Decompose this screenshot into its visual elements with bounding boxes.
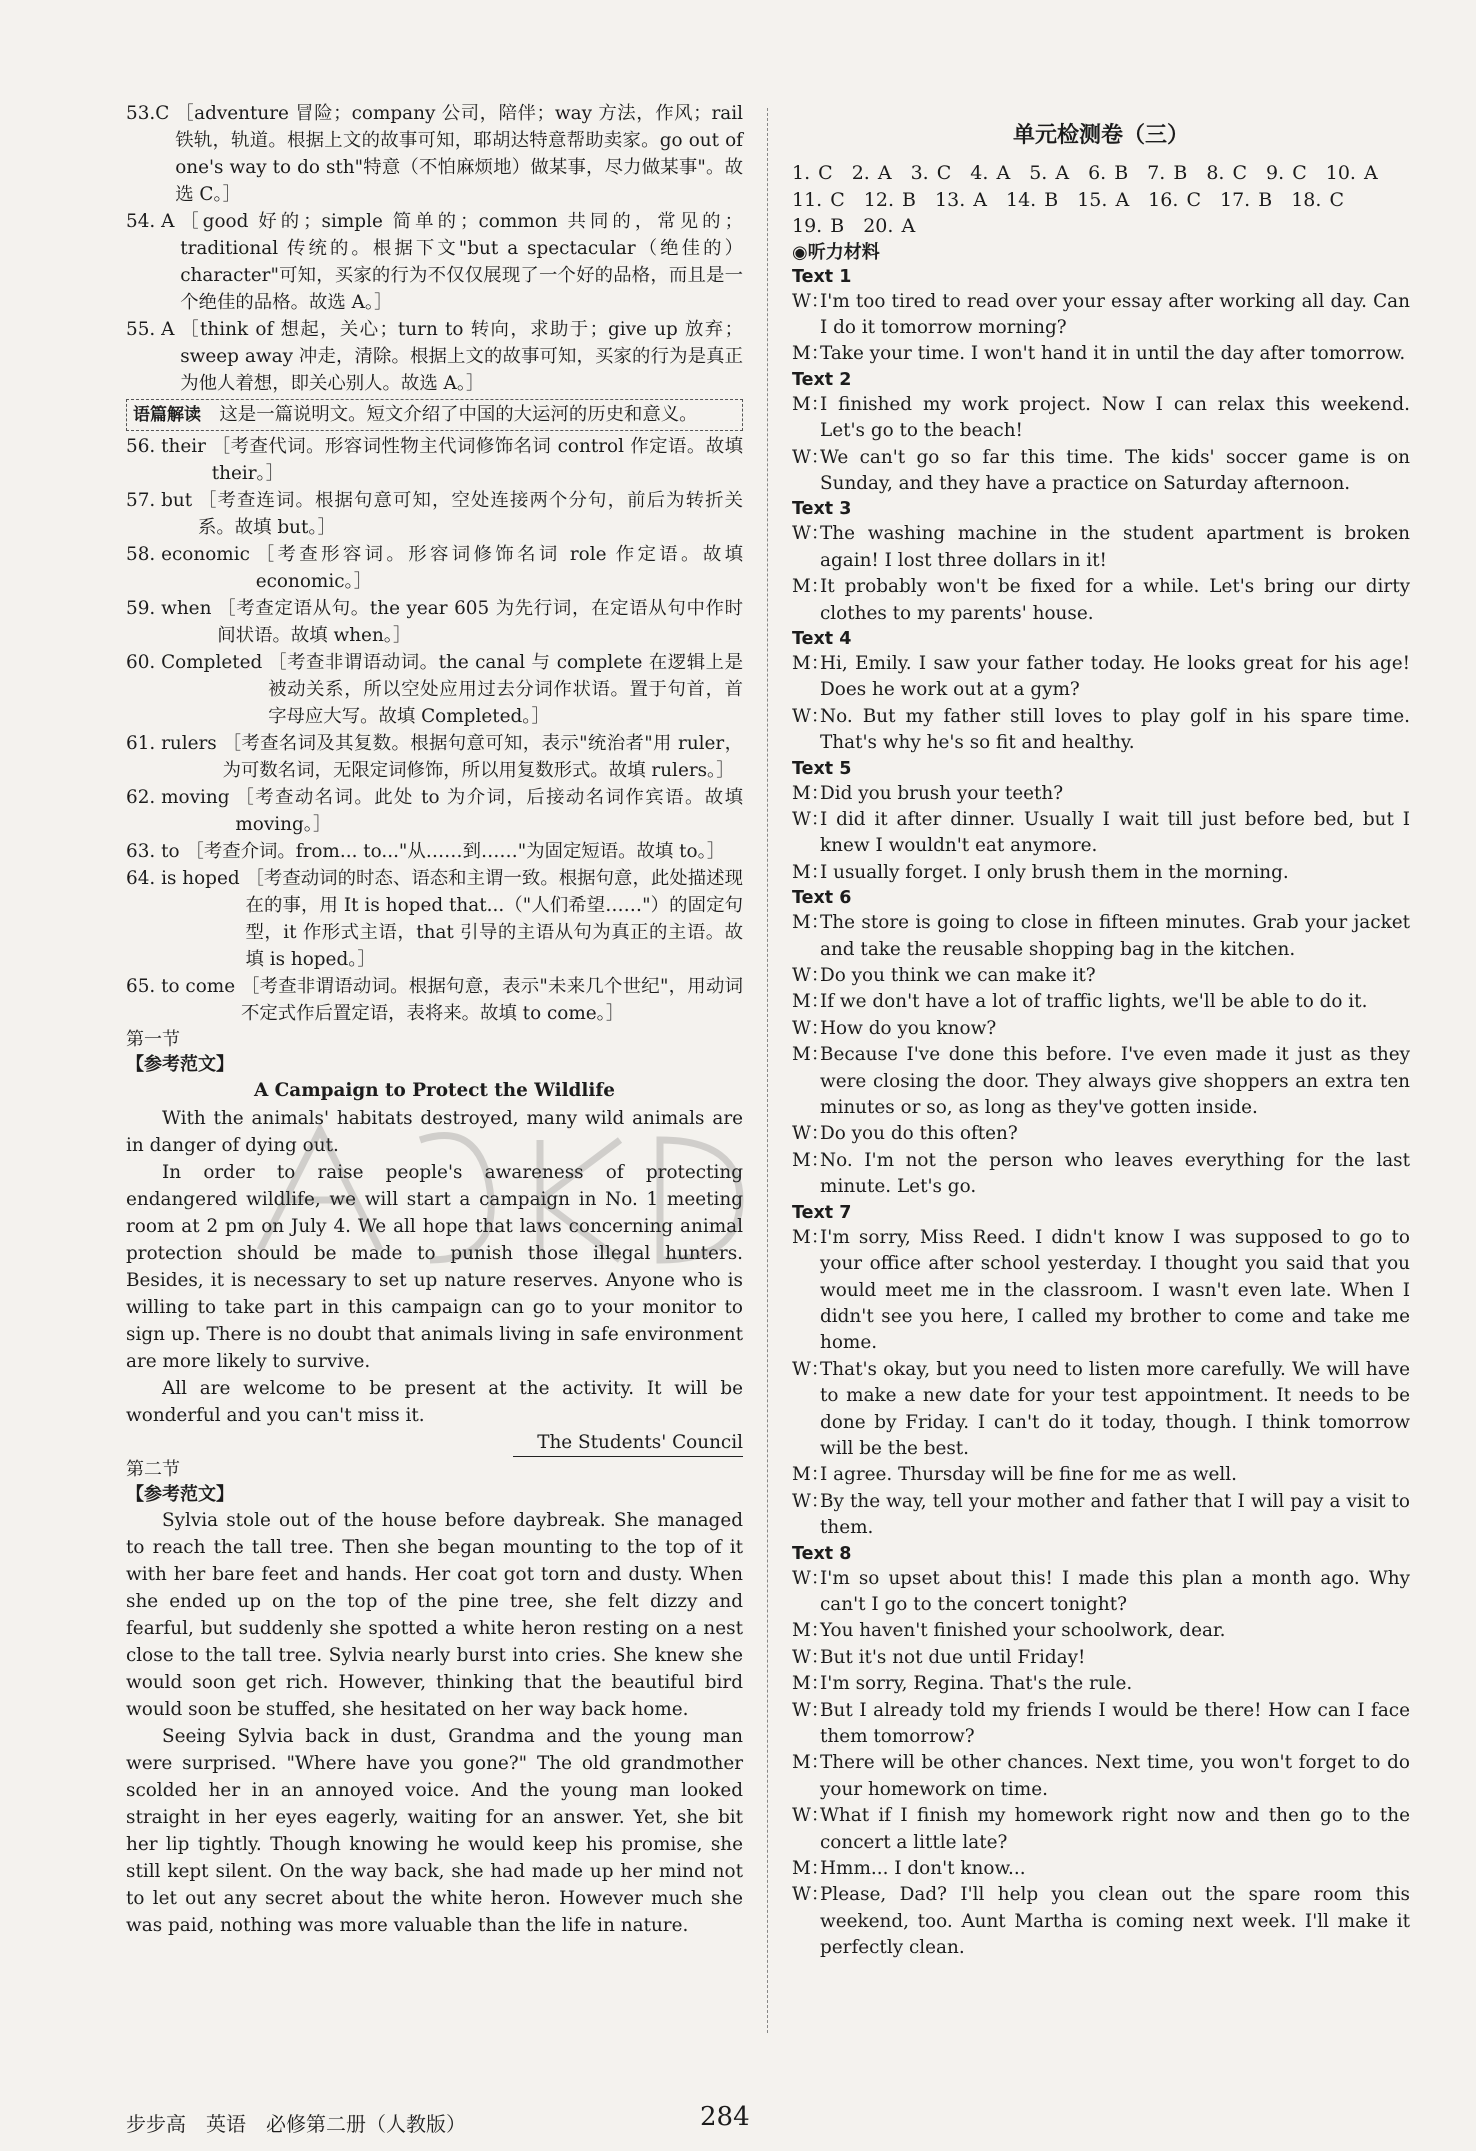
speaker-label: W：: [792, 1358, 830, 1380]
dialogue-line: [792, 289, 1410, 342]
speaker-label: W：: [792, 965, 830, 987]
essay-paragraph: With the animals' habitats destroyed, many wild animals are in danger of dying out.: [126, 1108, 743, 1156]
dialogue-text: What if I finish my homework right now and then go to the concert a little late?: [820, 1805, 1410, 1853]
speaker-label: W：: [792, 446, 830, 468]
speaker-label: M：: [792, 1752, 830, 1774]
answer-item: [126, 784, 743, 838]
dialogue-text: If we don't have a lot of traffic lights, we'll be able to do it.: [820, 991, 1368, 1013]
answer-item: [126, 838, 743, 865]
essay-paragraph: Sylvia stole out of the house before daybreak. She managed to reach the tall tree. Then she began mounting to the top of it with her bare feet and hands. Her coat got torn and dusty. When she ended up on the top of the pine tree, she felt dizzy and fearful, but suddenly she spotted a white heron resting on a nest close to the tall tree. Sylvia nearly burst into cries. She knew she would soon get rich. However, thinking that the beautiful bird would soon be stuffed, she hesitated on her way back home.: [126, 1510, 743, 1720]
dialogue-text: That's okay, but you need to listen more carefully. We will have to make a new date for your test appointment. It needs to be done by Friday. I can't do it today, though. I think tomorrow will be the best.: [820, 1358, 1410, 1459]
item-explanation: ［adventure 冒险；company 公司，陪伴；way 方法，作风；rail 铁轨，轨道。根据上文的故事可知，耶胡达特意帮助卖家。go out of one's way to do sth"特意（不怕麻烦地）做某事，尽力做某事"。故选 C。］: [175, 103, 743, 205]
speaker-label: W：: [792, 1699, 830, 1721]
dialogue-line: [792, 989, 1410, 1015]
dialogue-text: We can't go so far this time. The kids' soccer game is on Sunday, and they have a practice on Saturday afternoon.: [820, 446, 1410, 494]
answer-item: [126, 865, 743, 973]
item-explanation: ［考查名词及其复数。根据句意可知，表示"统治者"用 ruler，为可数名词，无限定词修饰，所以用复数形式。故填 rulers。］: [222, 733, 743, 781]
speaker-label: M：: [792, 343, 830, 365]
speaker-label: W：: [792, 705, 830, 727]
item-explanation: ［考查形容词。形容词修饰名词 role 作定语。故填 economic。］: [255, 544, 743, 592]
speaker-label: W：: [792, 523, 830, 545]
speaker-label: W：: [792, 1884, 830, 1906]
column-divider: [767, 108, 768, 2033]
section-one-label: 第一节: [126, 1029, 180, 1050]
dialogue-text: I did it after dinner. Usually I wait till just before bed, but I knew I wouldn't eat anymore.: [820, 809, 1410, 857]
item-number: 54. A: [126, 211, 175, 232]
transcript-heading: Text 1: [792, 266, 852, 287]
dialogue-line: [792, 1618, 1410, 1644]
speaker-label: M：: [792, 1858, 830, 1880]
listening-material-label: ◉听力材料: [792, 241, 880, 263]
dialogue-line: [792, 445, 1410, 498]
dialogue-line: [792, 910, 1410, 963]
model-essay-label-two: 【参考范文】: [126, 1484, 234, 1505]
section-two-label: 第二节: [126, 1459, 180, 1480]
speaker-label: W：: [792, 809, 830, 830]
dialogue-text: But I already told my friends I would be there! How can I face them tomorrow?: [820, 1699, 1410, 1747]
dialogue-text: There will be other chances. Next time, you won't forget to do your homework on time.: [820, 1752, 1410, 1800]
answer-row: 1. C 2. A 3. C 4. A 5. A 6. B 7. B 8. C 9. C 10. A: [792, 162, 1378, 184]
dialogue-text: You haven't finished your schoolwork, dear.: [820, 1620, 1226, 1642]
item-explanation: ［考查非谓语动词。根据句意，表示"未来几个世纪"，用动词不定式作后置定语，表将来。故填 to come。］: [240, 976, 743, 1024]
page-number: 284: [700, 2102, 750, 2132]
item-number: 53.C: [126, 103, 170, 124]
transcript-heading: Text 2: [792, 369, 852, 390]
item-number: 57. but: [126, 490, 193, 511]
speaker-label: W：: [792, 1490, 830, 1512]
speaker-label: W：: [792, 1646, 830, 1668]
watermark-stamp: [240, 1100, 780, 1300]
dialogue-line: [792, 1803, 1410, 1856]
item-explanation: ［考查动名词。此处 to 为介词，后接动名词作宾语。故填 moving。］: [235, 787, 743, 835]
dialogue-line: [792, 860, 1410, 886]
dialogue-line: [792, 651, 1410, 704]
speaker-label: M：: [792, 991, 830, 1013]
dialogue-line: [792, 1225, 1410, 1357]
item-number: 60. Completed: [126, 652, 263, 673]
dialogue-text: Do you do this often?: [820, 1123, 1018, 1145]
transcript-heading: Text 5: [792, 758, 852, 779]
item-explanation: ［考查定语从句。the year 605 为先行词，在定语从句中作时间状语。故填 when。］: [217, 598, 743, 646]
dialogue-line: [792, 1750, 1410, 1803]
dialogue-text: I'm sorry, Regina. That's the rule.: [820, 1673, 1133, 1695]
dialogue-text: No. I'm not the person who leaves everything for the last minute. Let's go.: [820, 1149, 1410, 1198]
speaker-label: M：: [792, 576, 830, 598]
right-column: [792, 100, 1410, 1962]
speaker-label: M：: [792, 1620, 830, 1642]
speaker-label: M：: [792, 782, 830, 804]
answers-56-65: [126, 433, 743, 1027]
answer-item: [126, 973, 743, 1027]
passage-analysis-text: 这是一篇说明文。短文介绍了中国的大运河的历史和意义。: [219, 404, 698, 425]
transcript-heading: Text 3: [792, 499, 852, 520]
footer-book-title: 步步高 英语 必修第二册（人教版）: [126, 2112, 466, 2136]
dialogue-text: Please, Dad? I'll help you clean out the spare room this weekend, too. Aunt Martha is coming next week. I'll make it perfectly clean.: [820, 1884, 1410, 1959]
speaker-label: M：: [792, 1226, 830, 1248]
answer-item: [126, 730, 743, 784]
item-number: 58. economic: [126, 544, 250, 565]
answer-item: [126, 208, 743, 316]
transcript-heading: Text 8: [792, 1543, 852, 1564]
item-number: 55. A: [126, 319, 175, 340]
answer-item: [126, 595, 743, 649]
speaker-label: M：: [792, 1464, 830, 1486]
dialogue-line: [792, 1645, 1410, 1671]
dialogue-line: [792, 1882, 1410, 1961]
dialogue-line: [792, 963, 1410, 989]
item-explanation: ［考查连词。根据句意可知，空处连接两个分句，前后为转折关系。故填 but。］: [197, 490, 743, 538]
answer-item: [126, 316, 743, 397]
item-number: 59. when: [126, 598, 212, 619]
dialogue-text: But it's not due until Friday!: [820, 1646, 1086, 1668]
dialogue-line: [792, 1042, 1410, 1121]
speaker-label: M：: [792, 1149, 830, 1171]
left-column: [126, 100, 743, 1939]
speaker-label: W：: [792, 1567, 830, 1589]
answer-item: [126, 541, 743, 595]
answers-53-55: [126, 100, 743, 397]
dialogue-line: [792, 1148, 1410, 1201]
essay-title: A Campaign to Protect the Wildlife: [253, 1080, 616, 1101]
answer-row: 19. B 20. A: [792, 215, 916, 237]
transcript-heading: Text 7: [792, 1202, 852, 1223]
answer-item: [126, 649, 743, 730]
dialogue-line: [792, 521, 1410, 574]
item-number: 63. to: [126, 841, 180, 862]
speaker-label: W：: [792, 1123, 830, 1145]
dialogue-line: [792, 1016, 1410, 1042]
item-explanation: ［good 好的；simple 简单的；common 共同的，常见的；traditional 传统的。根据下文"but a spectacular（绝佳的）character"可知，买家的行为不仅仅展现了一个好的品格，而且是一个绝佳的品格。故选 A。］: [180, 211, 743, 313]
answer-row: 11. C 12. B 13. A 14. B 15. A 16. C 17. B 18. C: [792, 188, 1344, 211]
essay-signature: The Students' Council: [513, 1429, 743, 1457]
speaker-label: M：: [792, 861, 830, 883]
answer-item: [126, 100, 743, 208]
item-explanation: ［考查介词。from... to..."从……到……"为固定短语。故填 to。］: [185, 841, 726, 862]
dialogue-line: [792, 1856, 1410, 1882]
dialogue-text: Do you think we can make it?: [820, 965, 1096, 987]
item-number: 62. moving: [126, 787, 230, 808]
item-explanation: ［think of 想起，关心；turn to 转向，求助于；give up 放弃；sweep away 冲走，清除。根据上文的故事可知，买家的行为是真正为他人着想，即关心别人。故选 A。］: [180, 319, 743, 394]
item-number: 61. rulers: [126, 733, 217, 754]
speaker-label: M：: [792, 393, 830, 415]
answer-list: [792, 160, 1410, 240]
item-number: 65. to come: [126, 976, 236, 997]
item-explanation: ［考查动词的时态、语态和主谓一致。根据句意，此处描述现在的事，用 It is hoped that...（"人们希望……"）的固定句型，it 作形式主语，that 引导的主语从句为真正的主语。故填 is hoped。］: [245, 868, 743, 970]
speaker-label: W：: [792, 1805, 830, 1827]
dialogue-line: [792, 807, 1410, 860]
dialogue-line: [792, 781, 1410, 807]
answer-item: [126, 487, 743, 541]
model-essay-two: [126, 1507, 743, 1939]
dialogue-text: Hmm... I don't know...: [820, 1858, 1026, 1880]
item-explanation: ［考查非谓语动词。the canal 与 complete 在逻辑上是被动关系，所以空处应用过去分词作状语。置于句首，首字母应大写。故填 Completed。］: [268, 652, 743, 727]
listening-transcripts: [792, 265, 1410, 1962]
speaker-label: W：: [792, 290, 830, 312]
dialogue-line: [792, 1489, 1410, 1542]
transcript-heading: Text 4: [792, 628, 852, 649]
dialogue-line: [792, 1462, 1410, 1488]
dialogue-text: I'm sorry, Miss Reed. I didn't know I was supposed to go to your office after school yesterday. I thought you said that you would meet me in the classroom. I wasn't even late. When I didn't see you here, I called my brother to come and take me home.: [820, 1226, 1410, 1354]
dialogue-line: [792, 1698, 1410, 1751]
item-explanation: ［考查代词。形容词性物主代词修饰名词 control 作定语。故填 their。］: [211, 436, 743, 484]
item-number: 64. is hoped: [126, 868, 240, 889]
dialogue-line: [792, 392, 1410, 445]
dialogue-text: By the way, tell your mother and father that I will pay a visit to them.: [820, 1490, 1410, 1539]
dialogue-line: [792, 1671, 1410, 1697]
dialogue-text: I agree. Thursday will be fine for me as well.: [820, 1464, 1237, 1486]
speaker-label: W：: [792, 1017, 830, 1039]
dialogue-line: [792, 704, 1410, 757]
speaker-label: M：: [792, 1673, 830, 1695]
speaker-label: M：: [792, 1044, 830, 1066]
dialogue-line: [792, 1566, 1410, 1619]
essay-paragraph: In order to raise people's awareness of protecting endangered wildlife, we will start a campaign in No. 1 meeting room at 2 pm on July 4. We all hope that laws concerning animal protection should be made to punish those illegal hunters. Besides, it is necessary to set up nature reserves. Anyone who is willing to take part in this campaign can go to your monitor to sign up. There is no doubt that animals living in safe environment are more likely to survive.: [126, 1162, 743, 1372]
dialogue-text: Because I've done this before. I've even made it just as they were closing the door. They always give shoppers an extra ten minutes or so, as long as they've gotten inside.: [820, 1044, 1410, 1119]
dialogue-text: Hi, Emily. I saw your father today. He looks great for his age! Does he work out at a gym?: [820, 652, 1410, 701]
dialogue-text: The washing machine in the student apartment is broken again! I lost three dollars in it!: [820, 523, 1410, 571]
dialogue-text: The store is going to close in fifteen minutes. Grab your jacket and take the reusable shopping bag in the kitchen.: [820, 912, 1410, 960]
dialogue-line: [792, 1121, 1410, 1147]
dialogue-text: How do you know?: [820, 1017, 997, 1039]
passage-analysis-label: 语篇解读: [133, 405, 201, 425]
dialogue-line: [792, 1357, 1410, 1463]
model-essay-label: 【参考范文】: [126, 1054, 234, 1075]
passage-analysis-box: [126, 399, 743, 431]
dialogue-line: [792, 341, 1410, 367]
unit-test-title: 单元检测卷（三）: [1012, 123, 1189, 148]
dialogue-text: I usually forget. I only brush them in the morning.: [820, 861, 1289, 883]
essay-paragraph: Seeing Sylvia back in dust, Grandma and the young man were surprised. "Where have you gone?" The old grandmother scolded her in an annoyed voice. And the young man looked straight in her eyes eagerly, waiting for an answer. Yet, she bit her lip tightly. Though knowing he would keep his promise, she still kept silent. On the way back, she had made up her mind not to let out any secret about the white heron. However much she was paid, nothing was more valuable than the life in nature.: [126, 1726, 743, 1936]
dialogue-text: It probably won't be fixed for a while. Let's bring our dirty clothes to my parents' house.: [820, 576, 1410, 624]
dialogue-line: [792, 574, 1410, 627]
transcript-heading: Text 6: [792, 888, 852, 909]
dialogue-text: Did you brush your teeth?: [820, 782, 1064, 804]
speaker-label: M：: [792, 912, 830, 934]
essay-paragraph: All are welcome to be present at the activity. It will be wonderful and you can't miss it.: [126, 1378, 743, 1426]
dialogue-text: I'm so upset about this! I made this plan a month ago. Why can't I go to the concert tonight?: [820, 1567, 1410, 1615]
dialogue-text: No. But my father still loves to play golf in his spare time. That's why he's so fit and healthy.: [820, 705, 1410, 754]
dialogue-text: I finished my work project. Now I can relax this weekend. Let's go to the beach!: [820, 393, 1410, 442]
speaker-label: M：: [792, 652, 830, 674]
dialogue-text: I'm too tired to read over your essay after working all day. Can I do it tomorrow morning?: [820, 290, 1410, 338]
answer-item: [126, 433, 743, 487]
item-number: 56. their: [126, 436, 206, 457]
dialogue-text: Take your time. I won't hand it in until the day after tomorrow.: [820, 343, 1406, 365]
